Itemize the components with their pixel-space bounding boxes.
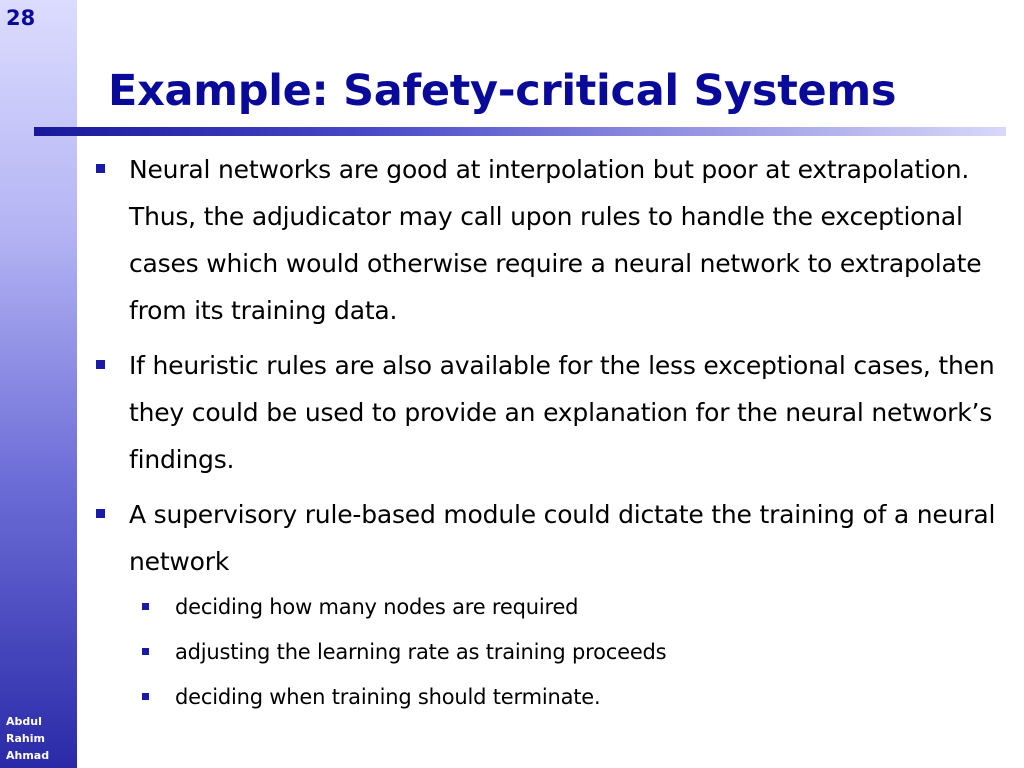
sub-bullet-text: adjusting the learning rate as training proceeds [175,640,667,664]
slide-number: 28 [6,6,36,30]
sub-bullet-list [92,585,1002,720]
slide-content [92,146,1002,720]
author-first-name: Abdul [6,715,42,728]
square-bullet-icon [142,648,149,655]
bullet-item [92,146,1002,334]
square-bullet-icon [96,164,105,173]
author-name [6,713,74,764]
sub-bullet-text: deciding how many nodes are required [175,595,579,619]
side-bar [0,0,77,768]
title-underline [34,127,1006,136]
sub-bullet-text: deciding when training should terminate. [175,685,601,709]
bullet-item [92,491,1002,585]
square-bullet-icon [142,603,149,610]
sub-bullet-item [138,585,1002,630]
author-middle-name: Rahim [6,732,45,745]
square-bullet-icon [96,509,105,518]
author-last-name: Ahmad [6,749,50,762]
bullet-item [92,342,1002,483]
sub-bullet-item [138,630,1002,675]
square-bullet-icon [96,360,105,369]
square-bullet-icon [142,693,149,700]
bullet-text: A supervisory rule-based module could dictate the training of a neural network [129,500,996,576]
bullet-text: If heuristic rules are also available for the less exceptional cases, then they could be used to provide an explanation for the neural network’s findings. [129,351,995,474]
sub-bullet-item [138,675,1002,720]
slide-title: Example: Safety-critical Systems [108,66,897,116]
bullet-text: Neural networks are good at interpolation but poor at extrapolation. Thus, the adjudicator may call upon rules to handle the exceptional cases which would otherwise require a neural network to extrapolate from its training data. [129,155,982,325]
